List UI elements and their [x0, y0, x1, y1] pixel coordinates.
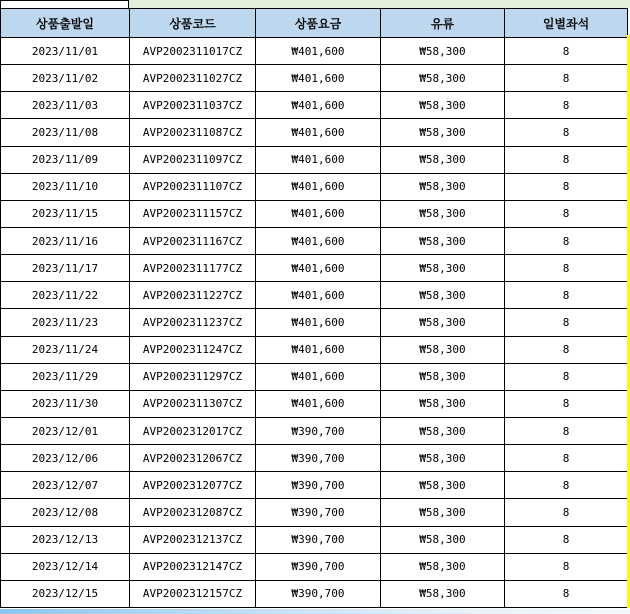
table-row	[1, 526, 628, 553]
header-fuel[interactable]: 유류	[381, 9, 505, 38]
table-row	[1, 499, 628, 526]
cell-departure-date[interactable]: 2023/11/09	[1, 146, 130, 173]
table-row	[1, 445, 628, 472]
cell-fuel[interactable]: ₩58,300	[381, 499, 505, 526]
cell-product-fare[interactable]: ₩390,700	[256, 472, 381, 499]
header-product-code[interactable]: 상품코드	[130, 9, 256, 38]
schedule-table	[0, 8, 628, 608]
cell-product-code[interactable]: AVP2002311307CZ	[130, 390, 256, 417]
cell-fuel[interactable]: ₩58,300	[381, 227, 505, 254]
cell-departure-date[interactable]: 2023/12/15	[1, 580, 130, 607]
cell-product-fare[interactable]: ₩401,600	[256, 227, 381, 254]
cell-daily-seats[interactable]: 8	[505, 65, 628, 92]
cell-daily-seats[interactable]: 8	[505, 119, 628, 146]
table-row	[1, 472, 628, 499]
cell-departure-date[interactable]: 2023/11/22	[1, 282, 130, 309]
cell-departure-date[interactable]: 2023/11/08	[1, 119, 130, 146]
cell-product-fare[interactable]: ₩401,600	[256, 309, 381, 336]
cell-product-code[interactable]: AVP2002312147CZ	[130, 553, 256, 580]
cell-fuel[interactable]: ₩58,300	[381, 336, 505, 363]
cell-daily-seats[interactable]: 8	[505, 255, 628, 282]
cell-product-code[interactable]: AVP2002311157CZ	[130, 200, 256, 227]
cell-product-fare[interactable]: ₩401,600	[256, 146, 381, 173]
cell-departure-date[interactable]: 2023/11/02	[1, 65, 130, 92]
cell-departure-date[interactable]: 2023/11/16	[1, 227, 130, 254]
cell-product-code[interactable]: AVP2002311027CZ	[130, 65, 256, 92]
cell-product-code[interactable]: AVP2002311167CZ	[130, 227, 256, 254]
cell-fuel[interactable]: ₩58,300	[381, 472, 505, 499]
cell-departure-date[interactable]: 2023/12/14	[1, 553, 130, 580]
header-departure-date[interactable]: 상품출발일	[1, 9, 130, 38]
table-row	[1, 227, 628, 254]
cell-fuel[interactable]: ₩58,300	[381, 553, 505, 580]
cell-product-fare[interactable]: ₩401,600	[256, 173, 381, 200]
table-row	[1, 65, 628, 92]
cell-daily-seats[interactable]: 8	[505, 336, 628, 363]
cell-daily-seats[interactable]: 8	[505, 146, 628, 173]
cell-product-code[interactable]: AVP2002311097CZ	[130, 146, 256, 173]
cell-fuel[interactable]: ₩58,300	[381, 526, 505, 553]
cell-departure-date[interactable]: 2023/11/24	[1, 336, 130, 363]
cell-product-code[interactable]: AVP2002311247CZ	[130, 336, 256, 363]
cell-product-code[interactable]: AVP2002311297CZ	[130, 363, 256, 390]
cell-fuel[interactable]: ₩58,300	[381, 309, 505, 336]
cell-product-code[interactable]: AVP2002312067CZ	[130, 445, 256, 472]
cell-departure-date[interactable]: 2023/11/23	[1, 309, 130, 336]
table-row	[1, 146, 628, 173]
cell-fuel[interactable]: ₩58,300	[381, 580, 505, 607]
cell-daily-seats[interactable]: 8	[505, 92, 628, 119]
partial-bottom-row	[0, 609, 630, 614]
cell-daily-seats[interactable]: 8	[505, 227, 628, 254]
cell-product-fare[interactable]: ₩401,600	[256, 92, 381, 119]
cell-fuel[interactable]: ₩58,300	[381, 173, 505, 200]
header-daily-seats[interactable]: 일별좌석	[505, 9, 628, 38]
header-row	[1, 9, 628, 38]
cell-daily-seats[interactable]: 8	[505, 499, 628, 526]
cell-product-code[interactable]: AVP2002311177CZ	[130, 255, 256, 282]
cell-fuel[interactable]: ₩58,300	[381, 146, 505, 173]
cell-product-fare[interactable]: ₩401,600	[256, 390, 381, 417]
cell-departure-date[interactable]: 2023/12/07	[1, 472, 130, 499]
cell-product-fare[interactable]: ₩401,600	[256, 255, 381, 282]
cell-daily-seats[interactable]: 8	[505, 580, 628, 607]
table-row	[1, 255, 628, 282]
cell-product-code[interactable]: AVP2002312137CZ	[130, 526, 256, 553]
table-row	[1, 390, 628, 417]
table-row	[1, 417, 628, 444]
table-row	[1, 38, 628, 65]
cell-daily-seats[interactable]: 8	[505, 173, 628, 200]
cell-fuel[interactable]: ₩58,300	[381, 38, 505, 65]
cell-product-code[interactable]: AVP2002311017CZ	[130, 38, 256, 65]
partial-top-row	[0, 0, 630, 8]
cell-daily-seats[interactable]: 8	[505, 38, 628, 65]
cell-fuel[interactable]: ₩58,300	[381, 390, 505, 417]
cell-departure-date[interactable]: 2023/11/10	[1, 173, 130, 200]
cell-daily-seats[interactable]: 8	[505, 553, 628, 580]
cell-fuel[interactable]: ₩58,300	[381, 119, 505, 146]
table-row	[1, 336, 628, 363]
cell-product-fare[interactable]: ₩390,700	[256, 526, 381, 553]
table-row	[1, 309, 628, 336]
cell-product-fare[interactable]: ₩390,700	[256, 445, 381, 472]
cell-departure-date[interactable]: 2023/12/08	[1, 499, 130, 526]
table-header	[1, 9, 628, 38]
cell-product-fare[interactable]: ₩401,600	[256, 336, 381, 363]
cell-daily-seats[interactable]: 8	[505, 309, 628, 336]
cell-daily-seats[interactable]: 8	[505, 200, 628, 227]
table-body	[1, 38, 628, 608]
cell-daily-seats[interactable]: 8	[505, 417, 628, 444]
cell-fuel[interactable]: ₩58,300	[381, 282, 505, 309]
cell-fuel[interactable]: ₩58,300	[381, 65, 505, 92]
cell-product-fare[interactable]: ₩390,700	[256, 580, 381, 607]
cell-product-fare[interactable]: ₩401,600	[256, 200, 381, 227]
cell-daily-seats[interactable]: 8	[505, 472, 628, 499]
cell-fuel[interactable]: ₩58,300	[381, 445, 505, 472]
cell-departure-date[interactable]: 2023/11/30	[1, 390, 130, 417]
cell-departure-date[interactable]: 2023/11/17	[1, 255, 130, 282]
cell-product-fare[interactable]: ₩390,700	[256, 553, 381, 580]
cell-fuel[interactable]: ₩58,300	[381, 255, 505, 282]
table-row	[1, 282, 628, 309]
cell-fuel[interactable]: ₩58,300	[381, 417, 505, 444]
cell-product-code[interactable]: AVP2002312157CZ	[130, 580, 256, 607]
cell-daily-seats[interactable]: 8	[505, 282, 628, 309]
cell-daily-seats[interactable]: 8	[505, 363, 628, 390]
cell-departure-date[interactable]: 2023/11/29	[1, 363, 130, 390]
cell-product-fare[interactable]: ₩401,600	[256, 282, 381, 309]
table-row	[1, 200, 628, 227]
cell-product-code[interactable]: AVP2002312017CZ	[130, 417, 256, 444]
partial-top-cell-white[interactable]	[0, 0, 129, 8]
cell-product-code[interactable]: AVP2002311037CZ	[130, 92, 256, 119]
table-row	[1, 92, 628, 119]
cell-departure-date[interactable]: 2023/11/15	[1, 200, 130, 227]
cell-product-fare[interactable]: ₩401,600	[256, 38, 381, 65]
cell-fuel[interactable]: ₩58,300	[381, 200, 505, 227]
cell-product-fare[interactable]: ₩401,600	[256, 363, 381, 390]
cell-departure-date[interactable]: 2023/12/13	[1, 526, 130, 553]
cell-daily-seats[interactable]: 8	[505, 390, 628, 417]
cell-product-code[interactable]: AVP2002312077CZ	[130, 472, 256, 499]
cell-product-fare[interactable]: ₩390,700	[256, 499, 381, 526]
cell-fuel[interactable]: ₩58,300	[381, 363, 505, 390]
cell-product-fare[interactable]: ₩401,600	[256, 119, 381, 146]
cell-departure-date[interactable]: 2023/12/01	[1, 417, 130, 444]
table-row	[1, 553, 628, 580]
cell-fuel[interactable]: ₩58,300	[381, 92, 505, 119]
cell-product-fare[interactable]: ₩401,600	[256, 65, 381, 92]
table-row	[1, 173, 628, 200]
cell-product-code[interactable]: AVP2002311237CZ	[130, 309, 256, 336]
cell-departure-date[interactable]: 2023/11/03	[1, 92, 130, 119]
cell-daily-seats[interactable]: 8	[505, 445, 628, 472]
cell-departure-date[interactable]: 2023/11/01	[1, 38, 130, 65]
cell-product-code[interactable]: AVP2002312087CZ	[130, 499, 256, 526]
partial-top-cell-green[interactable]	[129, 0, 630, 8]
cell-daily-seats[interactable]: 8	[505, 526, 628, 553]
table-row	[1, 119, 628, 146]
cell-product-code[interactable]: AVP2002311107CZ	[130, 173, 256, 200]
cell-product-fare[interactable]: ₩390,700	[256, 417, 381, 444]
header-product-fare[interactable]: 상품요금	[256, 9, 381, 38]
cell-product-code[interactable]: AVP2002311227CZ	[130, 282, 256, 309]
table-row	[1, 363, 628, 390]
table-row	[1, 580, 628, 607]
cell-product-code[interactable]: AVP2002311087CZ	[130, 119, 256, 146]
cell-departure-date[interactable]: 2023/12/06	[1, 445, 130, 472]
